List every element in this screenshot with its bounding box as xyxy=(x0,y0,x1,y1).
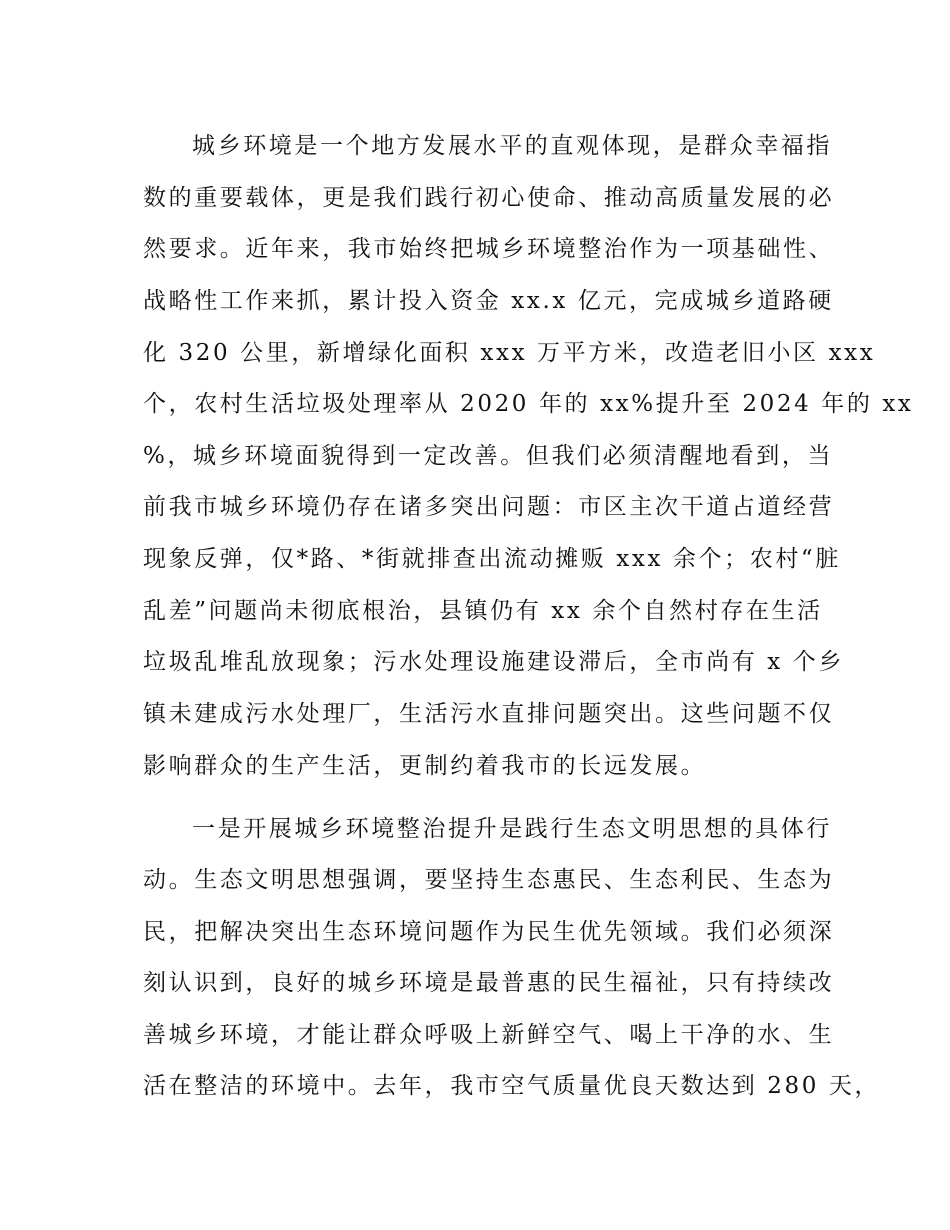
text-line: 数的重要载体，更是我们践行初心使命、推动高质量发展的必 xyxy=(143,185,835,211)
text-line: 刻认识到，良好的城乡环境是最普惠的民生福祉，只有持续改 xyxy=(143,970,835,996)
text-line: 一是开展城乡环境整治提升是践行生态文明思想的具体行 xyxy=(192,816,832,842)
text-line: 乱差”问题尚未彻底根治，县镇仍有 xx 余个自然村存在生活 xyxy=(143,598,823,624)
text-line: 活在整洁的环境中。去年，我市空气质量优良天数达到 280 天， xyxy=(143,1073,881,1099)
text-line: 民，把解决突出生态环境问题作为民生优先领域。我们必须深 xyxy=(143,919,835,945)
text-line: 然要求。近年来，我市始终把城乡环境整治作为一项基础性、 xyxy=(143,236,835,262)
text-line: 现象反弹，仅*路、*街就排查出流动摊贩 xxx 余个；农村“脏 xyxy=(143,546,841,572)
text-line: 个，农村生活垃圾处理率从 2020 年的 xx%提升至 2024 年的 xx xyxy=(143,391,914,417)
text-line: 战略性工作来抓，累计投入资金 xx.x 亿元，完成城乡道路硬 xyxy=(143,288,834,314)
text-line: 垃圾乱堆乱放现象；污水处理设施建设滞后，全市尚有 x 个乡 xyxy=(143,649,844,675)
text-line: 动。生态文明思想强调，要坚持生态惠民、生态利民、生态为 xyxy=(143,867,835,893)
text-line: 影响群众的生产生活，更制约着我市的长远发展。 xyxy=(143,753,707,779)
text-line: 镇未建成污水处理厂，生活污水直排问题突出。这些问题不仅 xyxy=(143,701,835,727)
text-line: 化 320 公里，新增绿化面积 xxx 万平方米，改造老旧小区 xxx xyxy=(143,340,876,366)
text-line: 善城乡环境，才能让群众呼吸上新鲜空气、喝上干净的水、生 xyxy=(143,1022,835,1048)
text-line: %，城乡环境面貌得到一定改善。但我们必须清醒地看到，当 xyxy=(143,443,834,469)
text-line: 城乡环境是一个地方发展水平的直观体现，是群众幸福指 xyxy=(192,133,832,159)
text-line: 前我市城乡环境仍存在诸多突出问题：市区主次干道占道经营 xyxy=(143,494,835,520)
